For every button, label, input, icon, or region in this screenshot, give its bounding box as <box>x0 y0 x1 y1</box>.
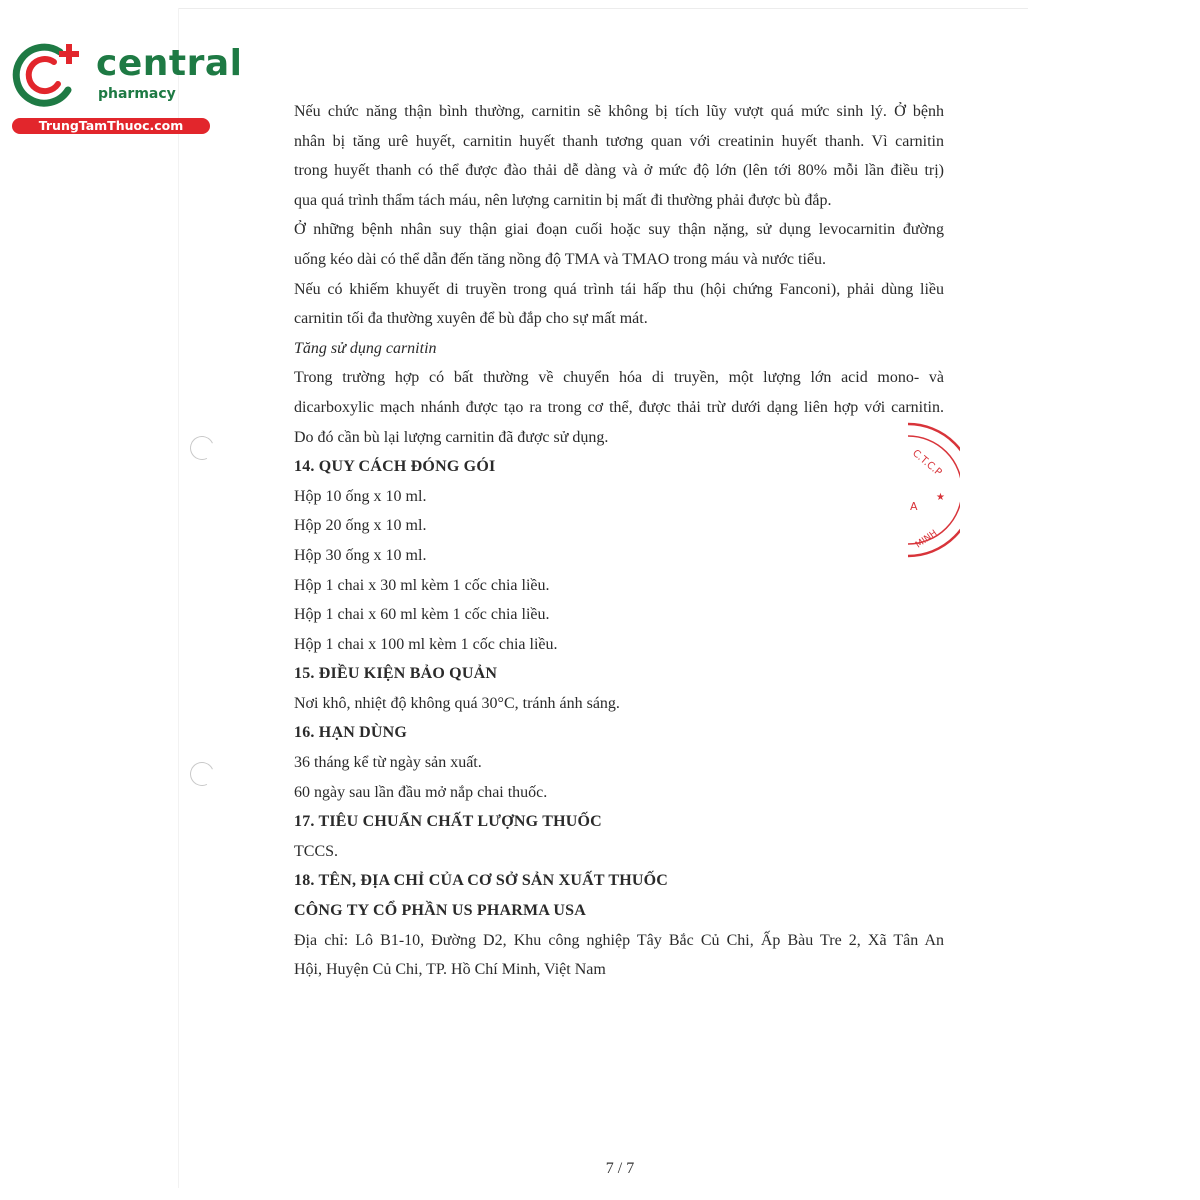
text-line: trong huyết thanh có thể được đào thải dễ dàng và ở mức độ lớn (lên tới 80% mỗi lần điều trị) <box>294 162 944 180</box>
text-line: Ở những bệnh nhân suy thận giai đoạn cuối hoặc suy thận nặng, sử dụng levocarnitin đường <box>294 221 944 239</box>
text-line: Hộp 30 ống x 10 ml. <box>294 546 427 564</box>
pharmacy-cross-icon <box>10 38 86 108</box>
text-line: nhân bị tăng urê huyết, carnitin huyết thanh tương quan với creatinin huyết thanh. Vì carnitin <box>294 132 944 150</box>
stamp-text-bottom: MINH <box>913 528 940 551</box>
section-heading: 17. TIÊU CHUẨN CHẤT LƯỢNG THUỐC <box>294 813 602 831</box>
sheet-edge <box>178 8 179 1188</box>
text-line: Trong trường hợp có bất thường về chuyển hóa di truyền, một lượng lớn acid mono- và <box>294 369 944 387</box>
text-line: 36 tháng kể từ ngày sản xuất. <box>294 754 482 772</box>
logo-brand-name: central <box>96 43 243 84</box>
punch-hole <box>187 433 218 464</box>
logo-subtitle: pharmacy <box>98 86 176 102</box>
text-line: TCCS. <box>294 842 339 860</box>
text-line: dicarboxylic mạch nhánh được tạo ra trong cơ thể, được thải trừ dưới dạng liên hợp với carnitin. <box>294 398 944 416</box>
text-line: Nếu chức năng thận bình thường, carnitin sẽ không bị tích lũy vượt quá mức sinh lý. Ở bệnh <box>294 103 944 120</box>
document-body <box>294 97 944 985</box>
sheet-edge <box>178 8 1028 9</box>
text-line: 60 ngày sau lần đầu mở nắp chai thuốc. <box>294 783 548 801</box>
stamp-star-icon: ★ <box>936 492 945 503</box>
text-line: uống kéo dài có thể dẫn đến tăng nồng độ TMA và TMAO trong máu và nước tiểu. <box>294 250 826 268</box>
logo-website: TrungTamThuoc.com <box>12 118 210 134</box>
text-line: Hộp 1 chai x 30 ml kèm 1 cốc chia liều. <box>294 576 550 594</box>
text-line: Hộp 1 chai x 60 ml kèm 1 cốc chia liều. <box>294 606 550 624</box>
punch-hole <box>187 759 218 790</box>
text-line: qua quá trình thẩm tách máu, nên lượng carnitin bị mất đi thường phải được bù đắp. <box>294 191 832 209</box>
text-line: Địa chỉ: Lô B1-10, Đường D2, Khu công nghiệp Tây Bắc Củ Chi, Ấp Bàu Tre 2, Xã Tân An <box>294 931 944 949</box>
stamp-text-middle: A <box>910 500 918 513</box>
text-line: Nơi khô, nhiệt độ không quá 30°C, tránh ánh sáng. <box>294 694 620 712</box>
subheading: Tăng sử dụng carnitin <box>294 339 437 357</box>
central-pharmacy-logo <box>8 36 243 136</box>
text-line: Hộp 1 chai x 100 ml kèm 1 cốc chia liều. <box>294 635 558 653</box>
section-heading: CÔNG TY CỔ PHẦN US PHARMA USA <box>294 902 587 920</box>
section-heading: 15. ĐIỀU KIỆN BẢO QUẢN <box>294 665 498 683</box>
section-heading: 18. TÊN, ĐỊA CHỈ CỦA CƠ SỞ SẢN XUẤT THUỐC <box>294 872 669 890</box>
text-line: Hộp 10 ống x 10 ml. <box>294 487 427 505</box>
text-line: Do đó cần bù lại lượng carnitin đã được sử dụng. <box>294 428 609 446</box>
text-line: Hội, Huyện Củ Chi, TP. Hồ Chí Minh, Việt Nam <box>294 961 606 979</box>
page-number: 7 / 7 <box>605 1160 635 1177</box>
text-line: carnitin tối đa thường xuyên để bù đắp cho sự mất mát. <box>294 310 648 328</box>
text-line: Nếu có khiếm khuyết di truyền trong quá trình tái hấp thu (hội chứng Fanconi), phải dùng liều <box>294 280 944 298</box>
stamp-text-top: C.T.C.P <box>910 447 944 479</box>
text-line: Hộp 20 ống x 10 ml. <box>294 517 427 535</box>
section-heading: 14. QUY CÁCH ĐÓNG GÓI <box>294 458 496 476</box>
section-heading: 16. HẠN DÙNG <box>294 724 408 742</box>
